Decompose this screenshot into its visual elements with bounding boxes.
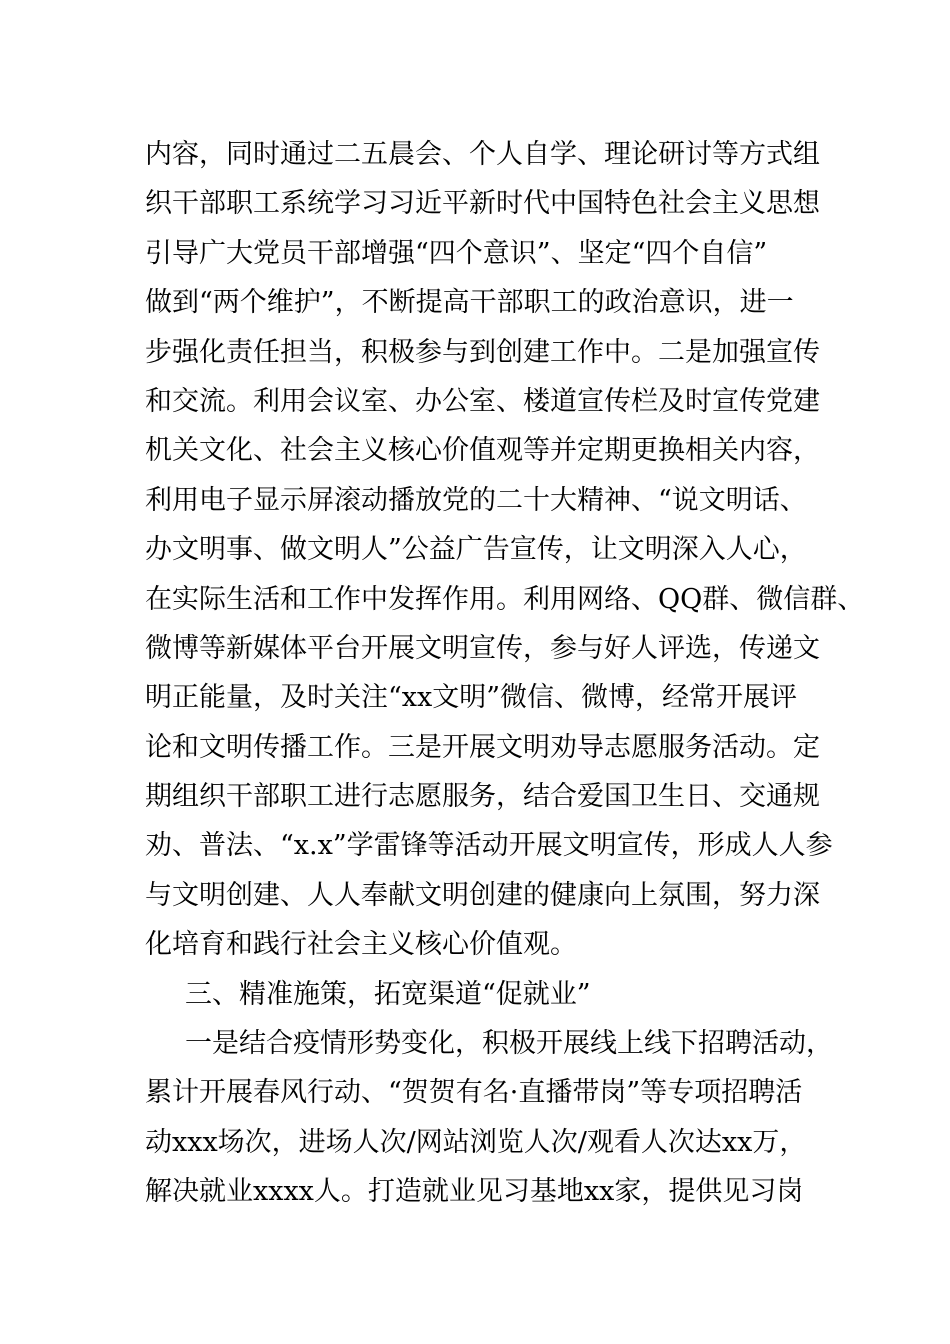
- document-body: [145, 130, 865, 1217]
- text-line: 利用电子显示屏滚动播放党的二十大精神、“说文明话、: [145, 484, 807, 516]
- text-line: 明正能量，及时关注“xx文明”微信、微博，经常开展评: [145, 682, 798, 714]
- text-line: 微博等新媒体平台开展文明宣传，参与好人评选，传递文: [145, 632, 820, 664]
- text-line: 办文明事、做文明人”公益广告宣传，让文明深入人心，: [145, 534, 807, 566]
- text-line: 和交流。利用会议室、办公室、楼道宣传栏及时宣传党建: [145, 385, 820, 417]
- text-line: 做到“两个维护”，不断提高干部职工的政治意识，进一: [145, 287, 794, 319]
- text-line: 劝、普法、“x.x”学雷锋等活动开展文明宣传，形成人人参: [145, 830, 833, 862]
- text-line: 在实际生活和工作中发挥作用。利用网络、QQ群、微信群、: [145, 583, 865, 615]
- text-line: 化培育和践行社会主义核心价值观。: [145, 929, 577, 961]
- text-line: 累计开展春风行动、“贺贺有名·直播带岗”等专项招聘活: [145, 1077, 803, 1109]
- text-line: 织干部职工系统学习习近平新时代中国特色社会主义思想: [145, 188, 820, 220]
- text-line: 期组织干部职工进行志愿服务，结合爱国卫生日、交通规: [145, 781, 820, 813]
- text-line: 论和文明传播工作。三是开展文明劝导志愿服务活动。定: [145, 731, 820, 763]
- text-line: 内容，同时通过二五晨会、个人自学、理论研讨等方式组: [145, 139, 820, 170]
- text-line: 与文明创建、人人奉献文明创建的健康向上氛围，努力深: [145, 879, 820, 911]
- text-line: 机关文化、社会主义核心价值观等并定期更换相关内容，: [145, 435, 820, 467]
- text-line: 步强化责任担当，积极参与到创建工作中。二是加强宣传: [145, 336, 820, 368]
- paragraph-start-line: 一是结合疫情形势变化，积极开展线上线下招聘活动，: [185, 1028, 833, 1060]
- text-line: 解决就业xxxx人。打造就业见习基地xx家，提供见习岗: [145, 1176, 804, 1208]
- section-heading: 三、精准施策，拓宽渠道“促就业”: [185, 978, 591, 1010]
- text-line: 引导广大党员干部增强“四个意识”、坚定“四个自信”: [145, 237, 768, 269]
- text-line: 动xxx场次，进场人次/网站浏览人次/观看人次达xx万，: [145, 1126, 807, 1158]
